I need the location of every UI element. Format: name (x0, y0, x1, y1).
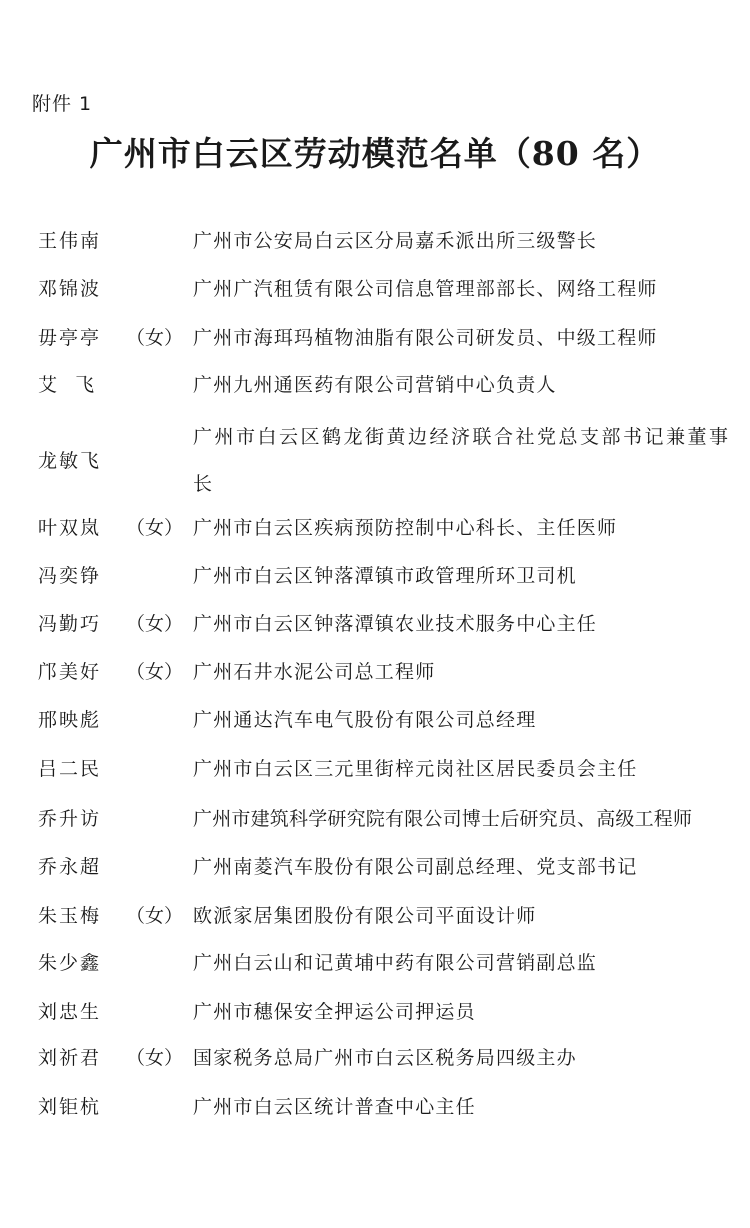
list-item (0, 847, 750, 887)
person-name: 艾 飞 (38, 374, 97, 396)
person-name: 乔永超 (38, 856, 102, 878)
organization-title: 广州市穗保安全押运公司押运员 (193, 1001, 476, 1023)
organization-title: 广州市白云区钟落潭镇农业技术服务中心主任 (193, 613, 598, 635)
organization-title: 广州市海珥玛植物油脂有限公司研发员、中级工程师 (193, 327, 658, 349)
person-name: 吕二民 (38, 758, 102, 780)
person-name: 刘祈君 (38, 1047, 102, 1069)
person-name: 朱少鑫 (38, 952, 102, 974)
person-name: 乔升访 (38, 808, 102, 830)
person-name: 朱玉梅 (38, 905, 102, 927)
list-item (0, 896, 750, 936)
person-name: 邢映彪 (38, 709, 102, 731)
organization-title: 欧派家居集团股份有限公司平面设计师 (193, 905, 537, 927)
organization-title: 广州通达汽车电气股份有限公司总经理 (193, 709, 537, 731)
list-item (0, 604, 750, 644)
list-item (0, 221, 750, 261)
organization-title: 广州石井水泥公司总工程师 (193, 661, 436, 683)
list-item (0, 508, 750, 548)
person-name: 龙敏飞 (38, 450, 102, 472)
gender-note: （女） (126, 661, 184, 683)
organization-title: 广州市白云区统计普查中心主任 (193, 1096, 476, 1118)
person-name: 毋亭亭 (38, 327, 102, 349)
list-item (0, 700, 750, 740)
list-item (0, 1038, 750, 1078)
list-item (0, 414, 750, 508)
list-item (0, 318, 750, 358)
organization-title: 广州南菱汽车股份有限公司副总经理、党支部书记 (193, 856, 638, 878)
list-item (0, 799, 750, 839)
gender-note: （女） (126, 613, 184, 635)
list-item (0, 652, 750, 692)
attachment-label: 附件 1 (32, 93, 93, 115)
person-name: 王伟南 (38, 230, 102, 252)
list-item (0, 365, 750, 405)
person-name: 邝美好 (38, 661, 102, 683)
organization-title: 广州市建筑科学研究院有限公司博士后研究员、高级工程师 (193, 808, 693, 830)
gender-note: （女） (126, 327, 184, 349)
organization-title: 广州市白云区疾病预防控制中心科长、主任医师 (193, 517, 618, 539)
person-name: 刘忠生 (38, 1001, 102, 1023)
gender-note: （女） (126, 905, 184, 927)
person-name: 刘钜杭 (38, 1096, 102, 1118)
list-item (0, 556, 750, 596)
organization-title: 广州九州通医药有限公司营销中心负责人 (193, 374, 557, 396)
person-name: 冯勤巧 (38, 613, 102, 635)
person-name: 叶双岚 (38, 517, 102, 539)
list-item (0, 269, 750, 309)
organization-title: 广州广汽租赁有限公司信息管理部部长、网络工程师 (193, 278, 658, 300)
gender-note: （女） (126, 1047, 184, 1069)
organization-title: 广州白云山和记黄埔中药有限公司营销副总监 (193, 952, 598, 974)
organization-title: 广州市白云区三元里街梓元岗社区居民委员会主任 (193, 758, 638, 780)
organization-title: 国家税务总局广州市白云区税务局四级主办 (193, 1047, 577, 1069)
organization-title: 广州市白云区钟落潭镇市政管理所环卫司机 (193, 565, 577, 587)
list-item (0, 1087, 750, 1127)
organization-title: 广州市公安局白云区分局嘉禾派出所三级警长 (193, 230, 598, 252)
organization-title: 广州市白云区鹤龙街黄边经济联合社党总支部书记兼董事长 (193, 426, 731, 495)
list-item (0, 992, 750, 1032)
gender-note: （女） (126, 517, 184, 539)
document-title: 广州市白云区劳动模范名单（80 名） (89, 134, 661, 173)
person-name: 邓锦波 (38, 278, 102, 300)
list-item (0, 749, 750, 789)
person-name: 冯奕铮 (38, 565, 102, 587)
list-item (0, 943, 750, 983)
